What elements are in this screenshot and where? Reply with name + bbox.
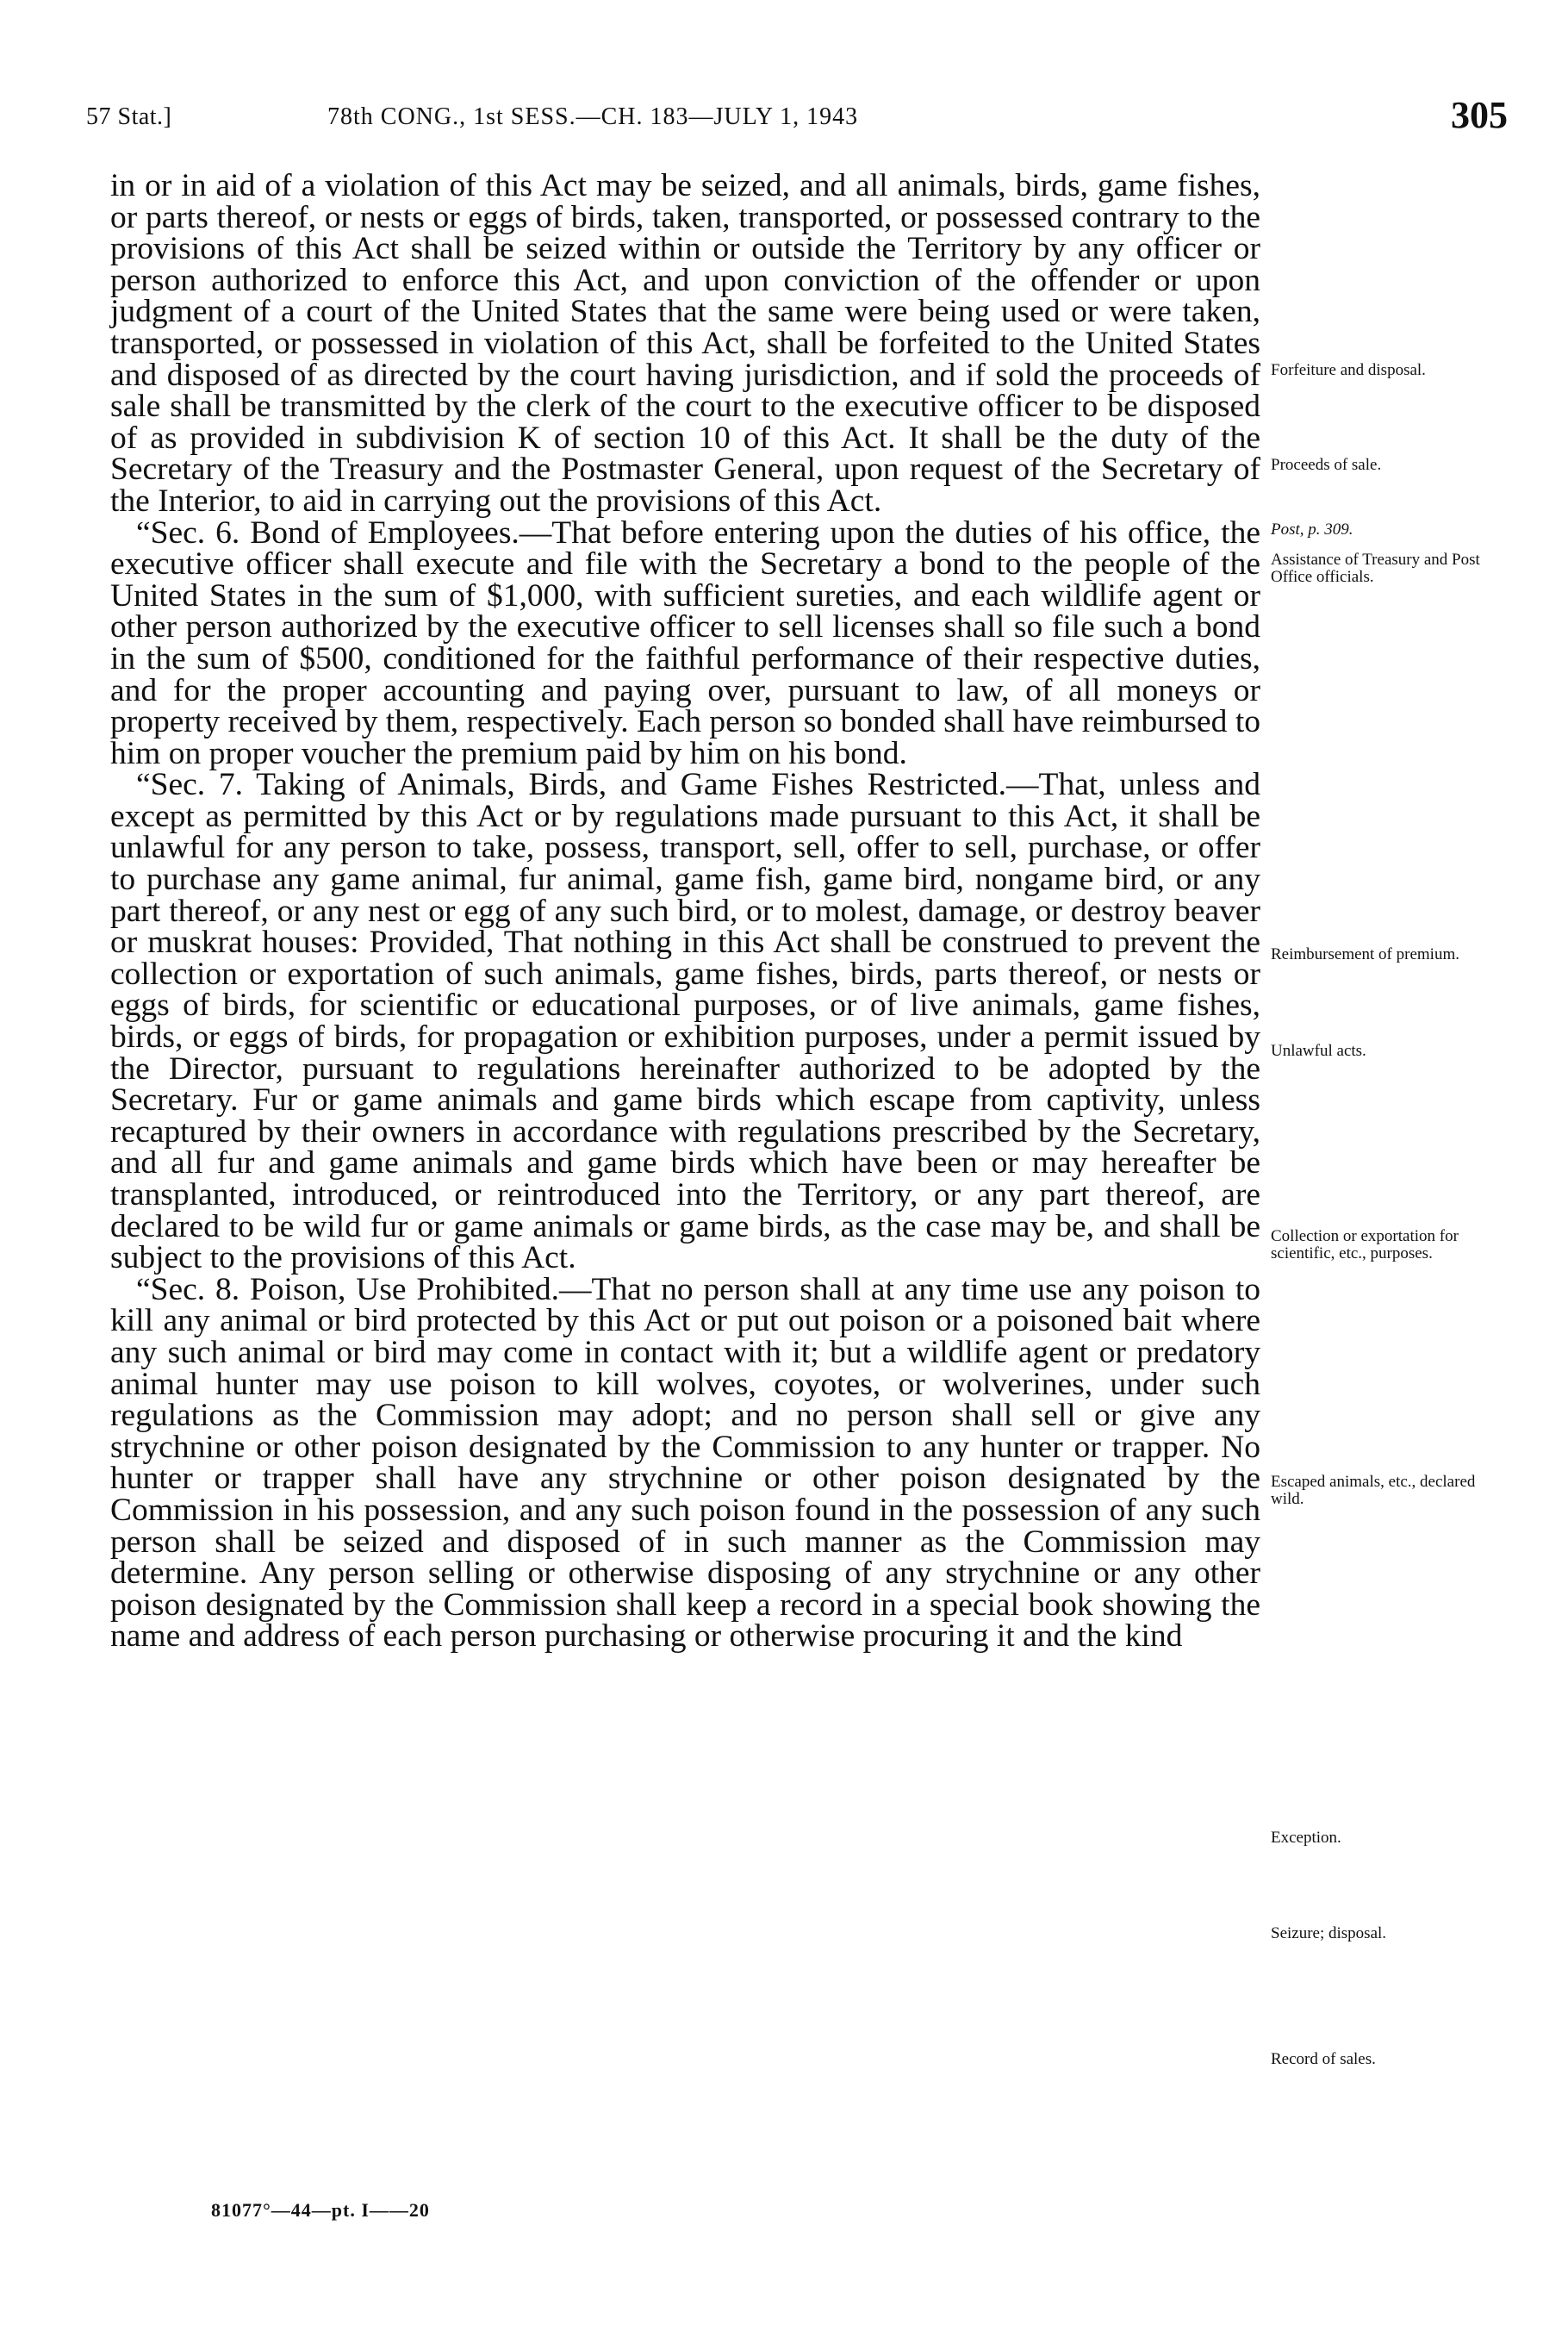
margin-note-reimbursement: Reimbursement of premium. — [1271, 945, 1459, 963]
margin-note-collection: Collection or exportation for scientific, etc., purposes. — [1271, 1227, 1459, 1262]
paragraph-sec-7: “Sec. 7. Taking of Animals, Birds, and Game Fishes Restricted.—That, unless and except as permitted by this Act or by regulations made pursuant to this Act, it shall be unlawful for any person to take, possess, transport, sell, offer to sell, purchase, or offer to purchase any game animal, fur animal, game fish, game bird, nongame bird, or any part thereof, or any nest or egg of any such bird, or to molest, damage, or destroy beaver or muskrat houses: Provided, That nothing in this Act shall be construed to prevent the collection or exportation of such animals, game fishes, birds, parts thereof, or nests or eggs of birds, for scientific or educational purposes, or of live animals, game fishes, birds, or eggs of birds, for propagation or exhibition purposes, under a permit issued by the Director, pursuant to regulations hereinafter authorized to be adopted by the Secretary. Fur or game animals and game birds which escape from captivity, unless recaptured by their owners in accordance with regulations prescribed by the Secretary, and all fur and game animals and game birds which have been or may hereafter be transplanted, introduced, or reintroduced into the Territory, or any part thereof, are declared to be wild fur or game animals or game birds, as the case may be, and shall be subject to the provisions of this Act. — [110, 767, 1260, 1276]
paragraph-sec-6: “Sec. 6. Bond of Employees.—That before entering upon the duties of his office, the executive officer shall execute and file with the Secretary a bond to the people of the United States in the sum of $1,000, with sufficient sureties, and each wildlife agent or other person authorized by the executive officer to sell licenses shall so file such a bond in the sum of $500, conditioned for the faithful performance of their respective duties, and for the proper accounting and paying over, pursuant to law, of all moneys or property received by them, respectively. Each person so bonded shall have reimbursed to him on proper voucher the premium paid by him on his bond. — [110, 514, 1260, 771]
paragraph-forfeiture: in or in aid of a violation of this Act may be seized, and all animals, birds, game fishes, or parts thereof, or nests or eggs of birds, taken, transported, or possessed contrary to the provisions of this Act shall be seized within or outside the Territory by any officer or person authorized to enforce this Act, and upon conviction of the offender or upon judgment of a court of the United States that the same were being used or were taken, transported, or possessed in violation of this Act, shall be forfeited to the United States and disposed of as directed by the court having jurisdiction, and if sold the proceeds of sale shall be transmitted by the clerk of the court to the executive officer to be disposed of as provided in subdivision K of section 10 of this Act. It shall be the duty of the Secretary of the Treasury and the Postmaster General, upon request of the Secretary of the Interior, to aid in carrying out the provisions of this Act. — [110, 168, 1260, 519]
page-header — [86, 93, 1508, 145]
margin-note-post-reference: Post, p. 309. — [1271, 520, 1353, 539]
margin-note-escaped-animals: Escaped animals, etc., declared wild. — [1271, 1473, 1476, 1508]
margin-note-record-of-sales: Record of sales. — [1271, 2050, 1376, 2068]
margin-note-seizure: Seizure; disposal. — [1271, 1924, 1387, 1942]
margin-note-assistance: Assistance of Treasury and Post Office officials. — [1271, 551, 1480, 586]
running-head: 78th CONG., 1st SESS.—CH. 183—JULY 1, 1943 — [327, 103, 859, 130]
printer-signature: 81077°—44—pt. I——20 — [211, 2199, 430, 2221]
paragraph-sec-8: “Sec. 8. Poison, Use Prohibited.—That no person shall at any time use any poison to kill any animal or bird protected by this Act or put out poison or a poisoned bait where any such animal or bird may come in contact with it; but a wildlife agent or predatory animal hunter may use poison to kill wolves, coyotes, or wolverines, under such regulations as the Commission may adopt; and no person shall sell or give any strychnine or other poison designated by the Commission to any hunter or trapper. No hunter or trapper shall have any strychnine or other poison designated by the Commission in his possession, and any such poison found in the possession of any such person shall be seized and disposed of in such manner as the Commission may determine. Any person selling or otherwise disposing of any strychnine or any other poison designated by the Commission shall keep a record in a special book showing the name and address of each person purchasing or otherwise procuring it and the kind — [110, 1271, 1260, 1655]
margin-note-forfeiture: Forfeiture and disposal. — [1271, 361, 1426, 379]
body-text — [110, 168, 1260, 1655]
statute-reference: 57 Stat.] — [86, 103, 172, 130]
margin-note-proceeds: Proceeds of sale. — [1271, 456, 1382, 474]
page-number: 305 — [1451, 94, 1508, 136]
margin-note-exception: Exception. — [1271, 1829, 1341, 1847]
margin-note-unlawful-acts: Unlawful acts. — [1271, 1042, 1366, 1060]
